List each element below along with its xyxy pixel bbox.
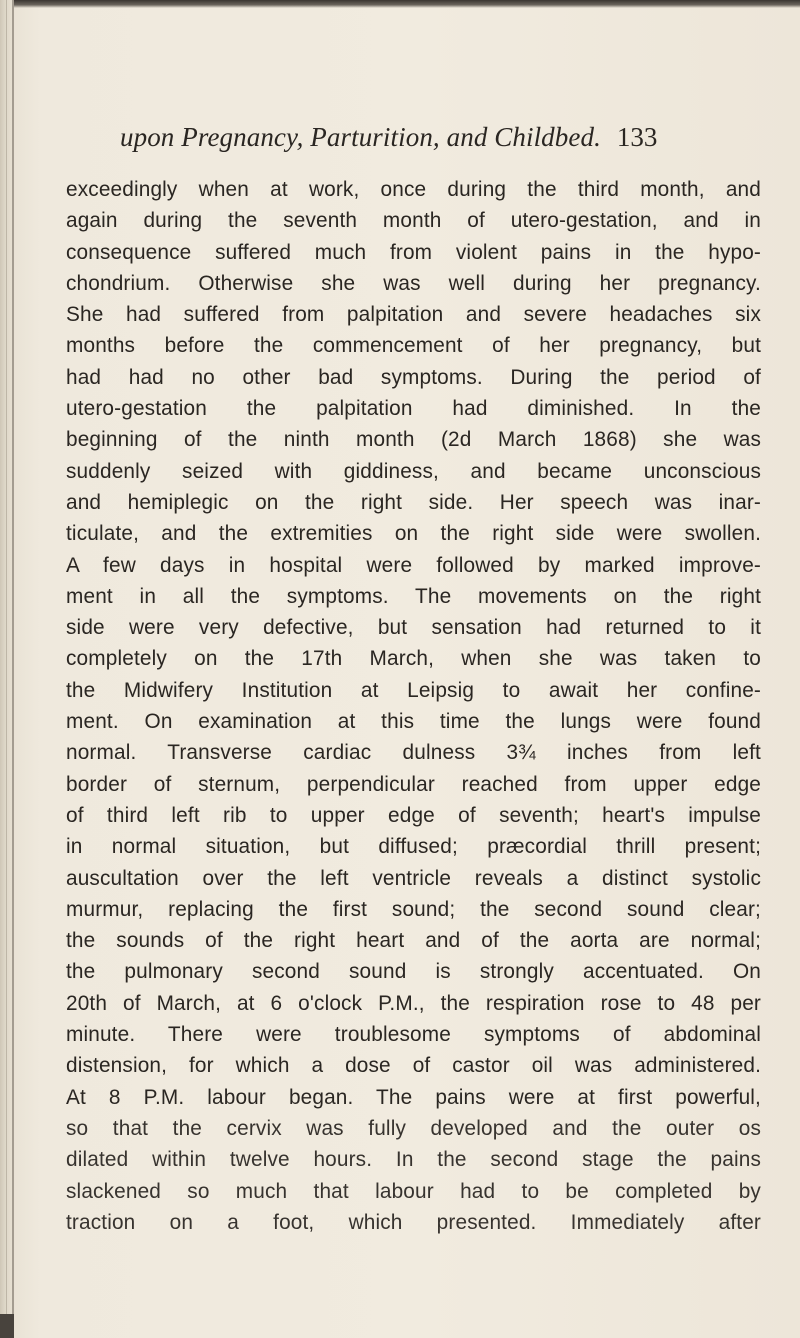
top-edge-shadow bbox=[0, 0, 800, 8]
gutter-binding-line bbox=[12, 0, 14, 1338]
text-line: the pulmonary second sound is strongly accentuated. On bbox=[66, 960, 761, 984]
text-line: traction on a foot, which presented. Immediately after bbox=[66, 1210, 761, 1234]
text-line: normal. Transverse cardiac dulness 3¾ inches from left bbox=[66, 741, 761, 765]
page-header bbox=[120, 122, 760, 162]
text-line: months before the commencement of her pregnancy, but bbox=[66, 334, 761, 358]
text-line: completely on the 17th March, when she was taken to bbox=[66, 647, 761, 671]
text-line: of third left rib to upper edge of seventh; heart's impulse bbox=[66, 803, 761, 827]
text-line: auscultation over the left ventricle reveals a distinct systolic bbox=[66, 866, 761, 890]
text-line: distension, for which a dose of castor oil was administered. bbox=[66, 1054, 761, 1078]
text-line: utero-gestation the palpitation had diminished. In the bbox=[66, 397, 761, 421]
text-line: She had suffered from palpitation and severe headaches six bbox=[66, 303, 761, 327]
text-line: ment in all the symptoms. The movements on the right bbox=[66, 584, 761, 608]
page-number: 133 bbox=[616, 122, 658, 152]
text-line: 20th of March, at 6 o'clock P.M., the respiration rose to 48 per bbox=[66, 991, 761, 1015]
body-text bbox=[66, 174, 761, 1238]
text-line: the Midwifery Institution at Leipsig to await her confine- bbox=[66, 678, 761, 702]
text-line: suddenly seized with giddiness, and became unconscious bbox=[66, 459, 761, 483]
bottom-binding-mark bbox=[0, 1314, 14, 1338]
gutter-fold-line bbox=[6, 0, 7, 1338]
text-line: slackened so much that labour had to be completed by bbox=[66, 1179, 761, 1203]
text-line: chondrium. Otherwise she was well during her pregnancy. bbox=[66, 271, 761, 295]
text-line: At 8 P.M. labour began. The pains were at first powerful, bbox=[66, 1085, 761, 1109]
text-line: dilated within twelve hours. In the second stage the pains bbox=[66, 1148, 761, 1172]
text-line: ticulate, and the extremities on the right side were swollen. bbox=[66, 522, 761, 546]
text-line: A few days in hospital were followed by marked improve- bbox=[66, 553, 761, 577]
text-line: in normal situation, but diffused; præcordial thrill present; bbox=[66, 835, 761, 859]
text-line: consequence suffered much from violent pains in the hypo- bbox=[66, 240, 761, 264]
text-line: side were very defective, but sensation had returned to it bbox=[66, 616, 761, 640]
text-line: and hemiplegic on the right side. Her speech was inar- bbox=[66, 490, 761, 514]
text-line: so that the cervix was fully developed and the outer os bbox=[66, 1116, 761, 1140]
text-line: again during the seventh month of utero-gestation, and in bbox=[66, 209, 761, 233]
text-line: border of sternum, perpendicular reached from upper edge bbox=[66, 772, 761, 796]
text-line: exceedingly when at work, once during the third month, and bbox=[66, 178, 761, 201]
text-line: minute. There were troublesome symptoms of abdominal bbox=[66, 1023, 761, 1047]
text-line: had had no other bad symptoms. During the period of bbox=[66, 365, 761, 389]
text-line: the sounds of the right heart and of the aorta are normal; bbox=[66, 929, 761, 953]
running-head: upon Pregnancy, Parturition, and Childbed. bbox=[120, 122, 601, 152]
text-line: beginning of the ninth month (2d March 1868) she was bbox=[66, 428, 761, 452]
text-line: murmur, replacing the first sound; the second sound clear; bbox=[66, 897, 761, 921]
text-line: ment. On examination at this time the lungs were found bbox=[66, 710, 761, 734]
